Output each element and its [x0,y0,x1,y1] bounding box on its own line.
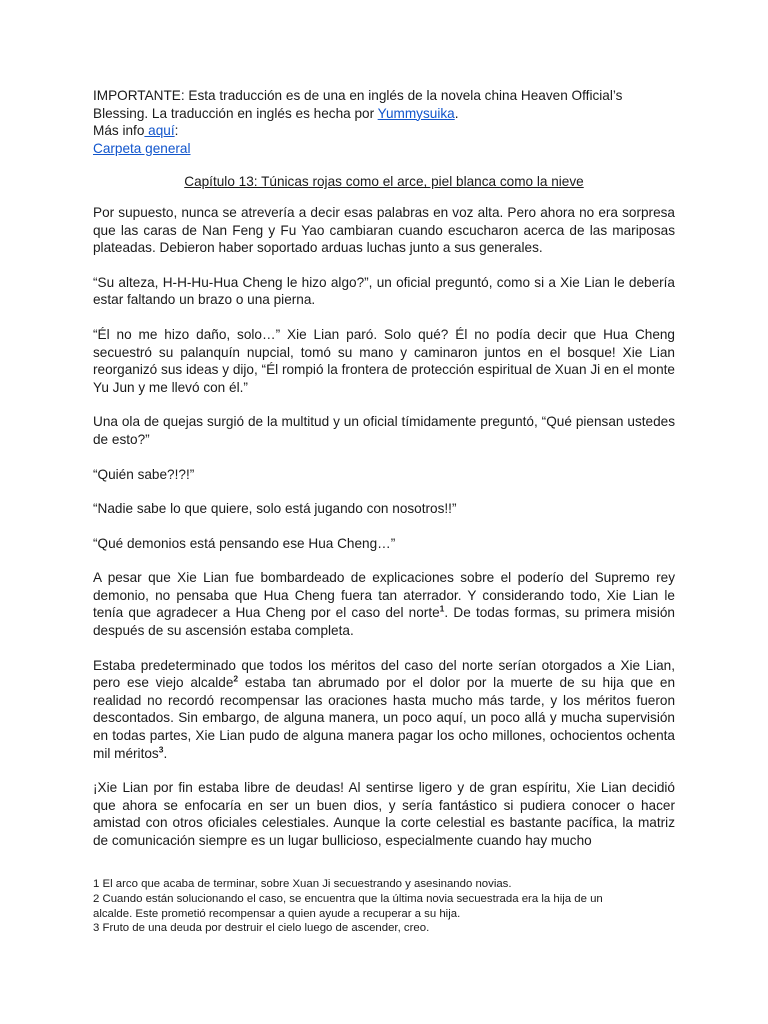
folder-line [93,140,675,158]
paragraph-text: . [163,745,168,761]
more-info-line [93,122,675,140]
footnote-1: 1 El arco que acaba de terminar, sobre Xuan Ji secuestrando y asesinando novias. [93,878,512,890]
paragraph [93,657,675,763]
footnote-3: 3 Fruto de una deuda por destruir el cielo luego de ascender, creo. [93,922,430,935]
footnote-ref-3: 3 [158,744,164,755]
chapter-title: Capítulo 13: Túnicas rojas como el arce, piel blanca como la nieve [184,174,584,190]
more-info-label: Más info [93,123,145,139]
translator-link[interactable]: Yummysuika [377,105,455,121]
notice-period: . [454,105,459,121]
paragraph: “Su alteza, H-H-Hu-Hua Cheng le hizo algo?”, un oficial preguntó, como si a Xie Lian le debería estar faltando un brazo o una pierna. [93,274,675,308]
footnote-2-line-2: alcalde. Este prometió recompensar a quien ayude a recuperar a su hija. [93,907,461,920]
paragraph: Una ola de quejas surgió de la multitud y un oficial tímidamente preguntó, “Qué piensan ustedes de esto?” [93,414,675,447]
paragraph: “Nadie sabe lo que quiere, solo está jugando con nosotros!!” [93,501,457,517]
paragraph-text: Estaba predeterminado que todos los méritos del caso del norte serían otorgados a Xie Lian, pero ese viejo alcalde [93,657,675,691]
paragraph-text: A pesar que Xie Lian fue bombardeado de explicaciones sobre el poderío del Supremo rey demonio, no pensaba que Hua Cheng fuera tan aterrador. Y considerando todo, Xie Lian le tenía que agradecer a Hua Cheng por el caso del norte [93,570,675,621]
more-info-link[interactable]: aquí [144,123,175,139]
translation-notice [93,87,675,157]
paragraph-text: . De todas formas, su primera misión después de su ascensión estaba completa. [93,605,675,639]
paragraph: Por supuesto, nunca se atrevería a decir esas palabras en voz alta. Pero ahora no era sorpresa que las caras de Nan Feng y Fu Yao cambiaran cuando escucharon acerca de las mariposas plateadas. Debieron haber soportado arduas luchas junto a sus generales. [93,204,675,256]
general-folder-link[interactable]: Carpeta general [93,140,191,156]
notice-line [93,87,675,122]
footnotes [93,877,683,936]
footnote-ref-1: 1 [439,603,445,614]
footnote-ref-2: 2 [233,673,239,684]
paragraph [93,569,675,639]
footnote-2-line-1: 2 Cuando están solucionando el caso, se encuentra que la última novia secuestrada era la hija de un [93,892,603,905]
document-page [93,87,675,867]
more-info-colon: : [174,123,179,139]
chapter-body [93,204,675,850]
paragraph-text: estaba tan abrumado por el dolor por la muerte de su hija que en realidad no recordó recompensar las oraciones hasta mucho más tarde, y los méritos fueron descontados. Sin embargo, de alguna manera, un poco aquí, un poco allá y mucha supervisión en todas partes, Xie Lian pudo de alguna manera pagar los ocho millones, ochocientos ochenta mil méritos [93,675,675,761]
paragraph: ¡Xie Lian por fin estaba libre de deudas! Al sentirse ligero y de gran espíritu, Xie Lian decidió que ahora se enfocaría en ser un buen dios, y sería fantástico si pudiera conocer o hacer amistad con otros oficiales celestiales. Aunque la corte celestial es bastante pacífica, la matriz de comunicación siempre es un lugar bullicioso, especialmente cuando hay mucho [93,780,675,848]
paragraph: “Quién sabe?!?!” [93,466,195,482]
paragraph: “Él no me hizo daño, solo…” Xie Lian paró. Solo qué? Él no podía decir que Hua Cheng secuestró su palanquín nupcial, tomó su mano y caminaron juntos en el bosque! Xie Lian reorganizó sus ideas y dijo, “Él rompió la frontera de protección espiritual de Xuan Ji en el monte Yu Jun y me llevó con él.” [93,326,675,395]
notice-text: IMPORTANTE: Esta traducción es de una en inglés de la novela china Heaven Official’s Blessing. La traducción en inglés es hecha por [93,88,623,121]
paragraph: “Qué demonios está pensando ese Hua Cheng…” [93,535,396,551]
